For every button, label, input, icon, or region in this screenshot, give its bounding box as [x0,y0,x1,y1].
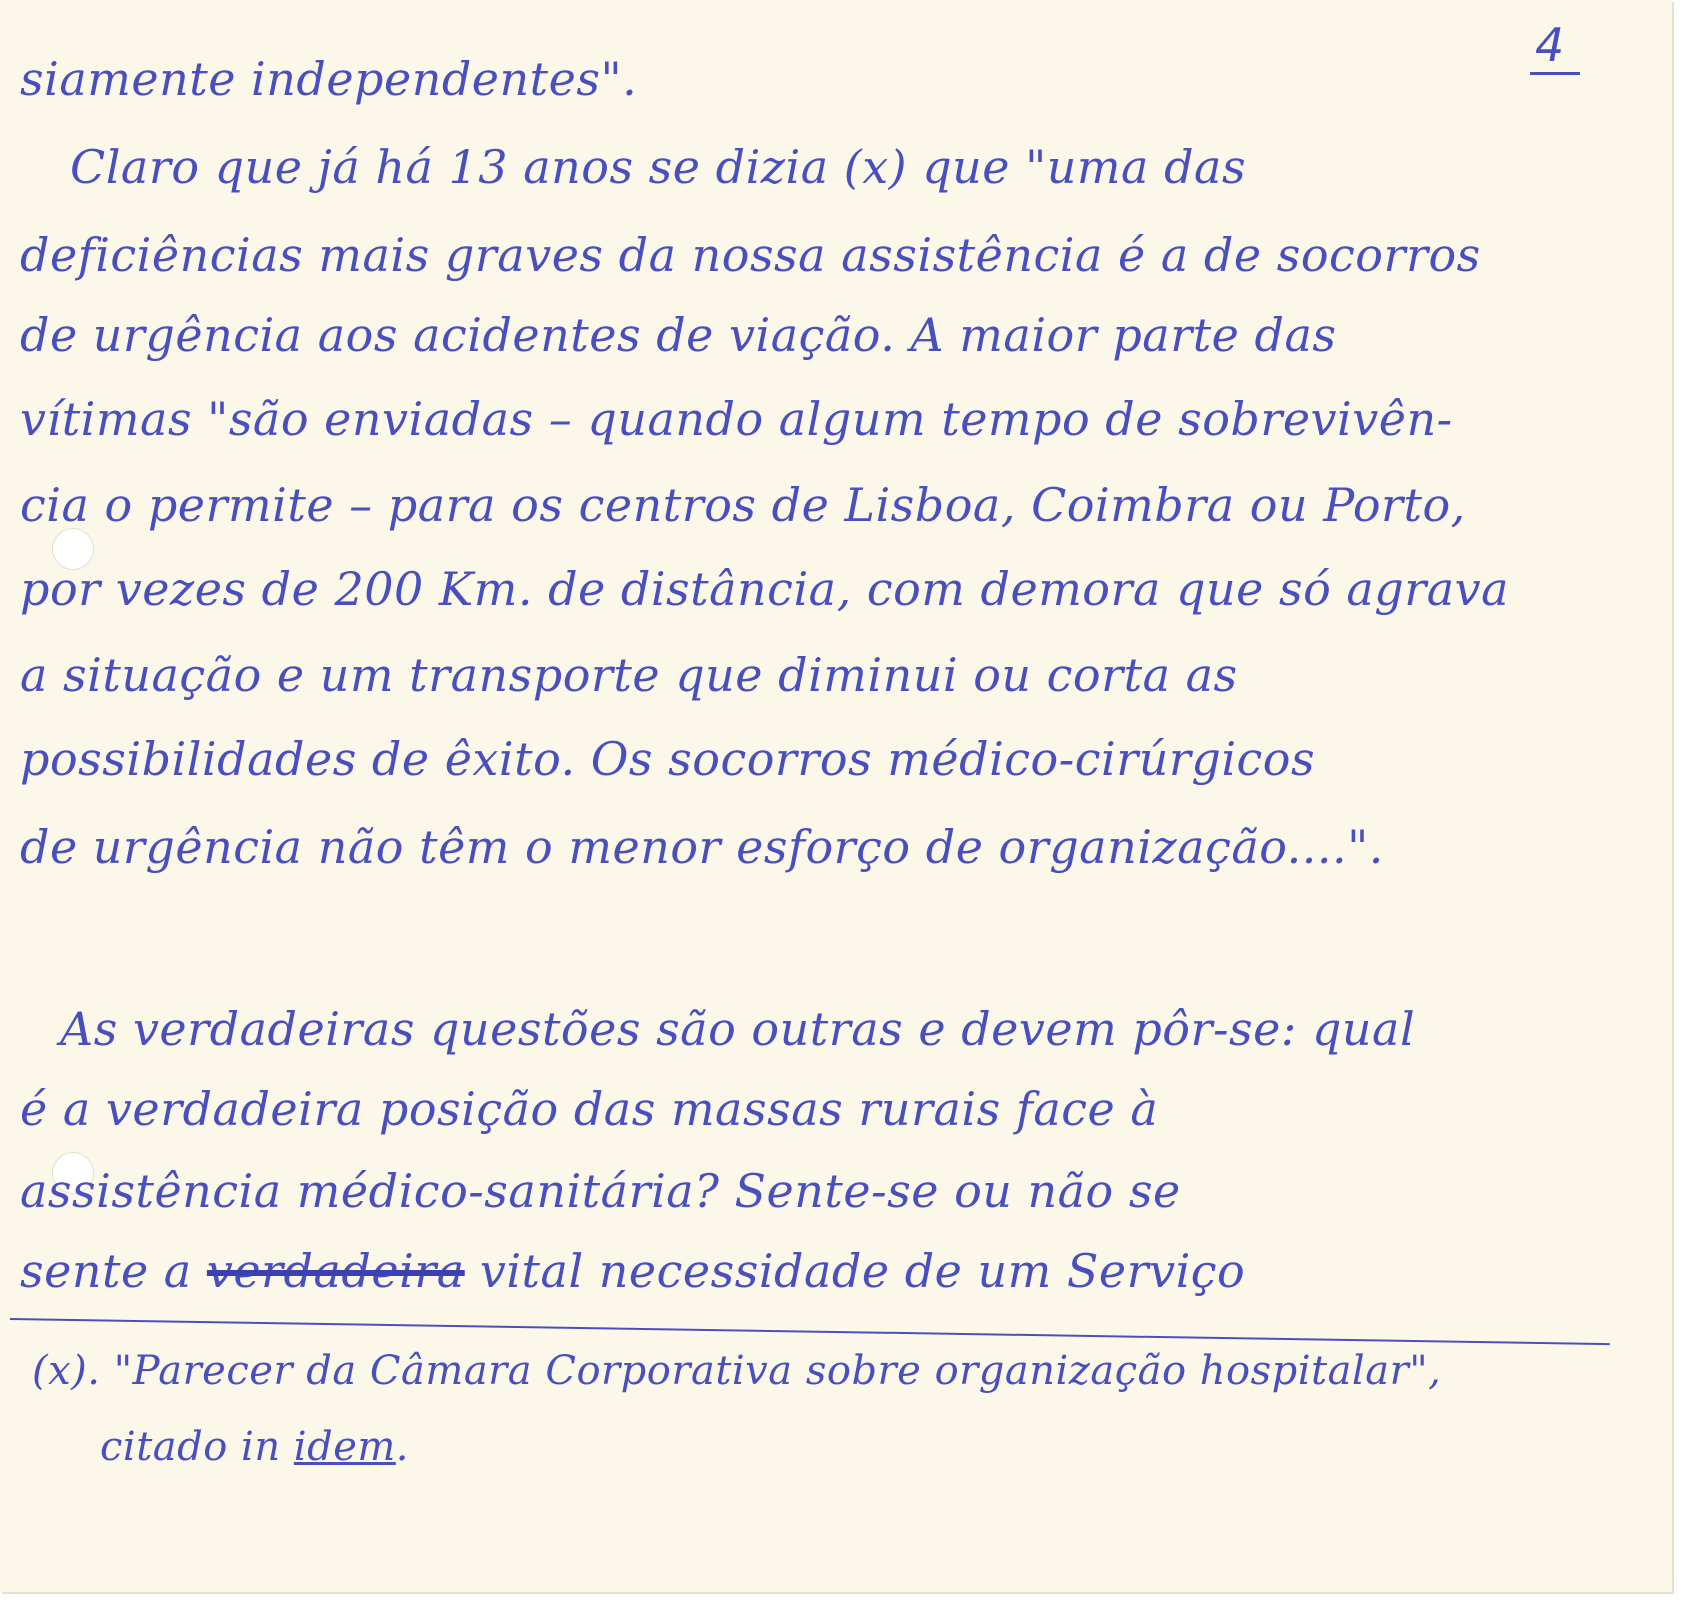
text-line-5: vítimas "são enviadas – quando algum tempo de sobrevivên- [20,392,1453,446]
line-14-start: sente a [20,1244,207,1298]
text-line-2: Claro que já há 13 anos se dizia (x) que "uma das [70,140,1247,194]
footnote-underlined-word: idem [293,1424,396,1470]
text-line-6: cia o permite – para os centros de Lisboa, Coimbra ou Porto, [20,478,1466,532]
text-line-3: deficiências mais graves da nossa assistência é a de socorros [20,228,1481,282]
text-line-4: de urgência aos acidentes de viação. A maior parte das [20,308,1337,362]
footnote-line-2 [100,1424,409,1470]
footnote-separator [10,1318,1610,1345]
footnote-line-1: (x). "Parecer da Câmara Corporativa sobre organização hospitalar", [32,1348,1442,1394]
text-line-9: possibilidades de êxito. Os socorros médico-cirúrgicos [20,732,1316,786]
text-line-11: As verdadeiras questões são outras e devem pôr-se: qual [60,1002,1416,1056]
text-line-7: por vezes de 200 Km. de distância, com demora que só agrava [20,562,1510,616]
text-line-10: de urgência não têm o menor esforço de organização....". [20,820,1384,874]
page-number: 4 [1535,18,1565,72]
text-line-13: assistência médico-sanitária? Sente-se ou não se [20,1164,1181,1218]
footnote-line-2-start: citado in [100,1424,294,1470]
footnote-line-2-end: . [395,1424,410,1470]
page-number-underline [1530,72,1580,75]
text-line-8: a situação e um transporte que diminui ou corta as [20,648,1238,702]
line-14-end: vital necessidade de um Serviço [464,1244,1246,1298]
struck-out-word: verdadeira [206,1244,465,1298]
text-line-12: é a verdadeira posição das massas rurais face à [20,1082,1159,1136]
text-line-1: siamente independentes". [20,52,638,106]
text-line-14 [20,1244,1245,1298]
